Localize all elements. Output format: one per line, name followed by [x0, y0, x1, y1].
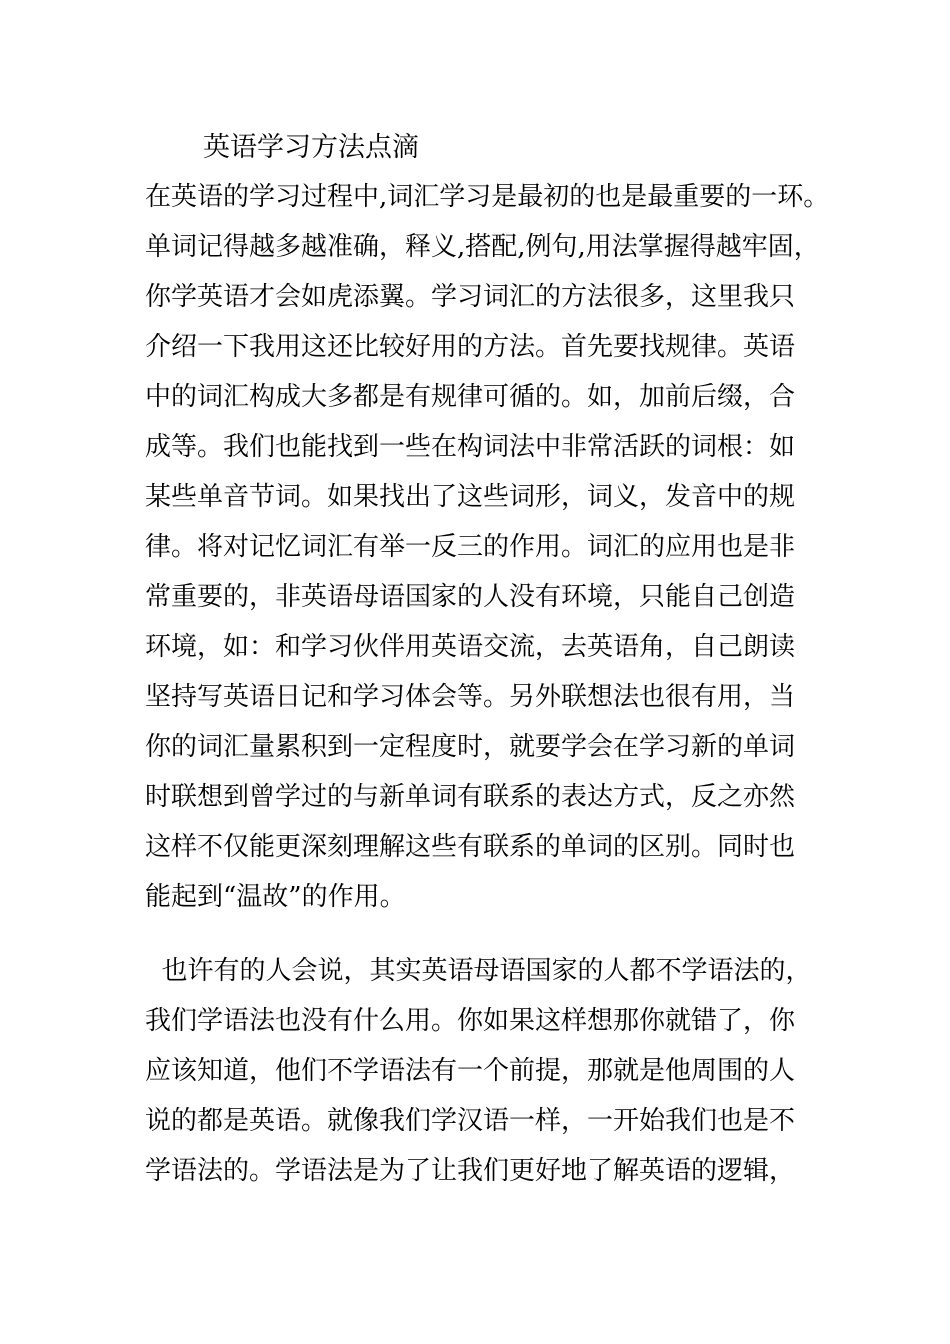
text-line: 这样不仅能更深刻理解这些有联系的单词的区别。同时也 — [145, 832, 796, 862]
text-line: 介绍一下我用这还比较好用的方法。首先要找规律。英语 — [145, 332, 796, 362]
text-line: 环境，如：和学习伙伴用英语交流，去英语角，自己朗读 — [145, 632, 796, 662]
text-line: 你学英语才会如虎添翼。学习词汇的方法很多，这里我只 — [145, 282, 796, 312]
text-line: 应该知道，他们不学语法有一个前提，那就是他周围的人 — [145, 1056, 796, 1086]
text-line: 也许有的人会说，其实英语母语国家的人都不学语法的， — [145, 956, 812, 986]
text-line: 成等。我们也能找到一些在构词法中非常活跃的词根：如 — [145, 432, 796, 462]
text-line: 我们学语法也没有什么用。你如果这样想那你就错了，你 — [145, 1006, 796, 1036]
text-line: 在英语的学习过程中,词汇学习是最初的也是最重要的一环。 — [145, 182, 830, 212]
text-line: 中的词汇构成大多都是有规律可循的。如，加前后缀，合 — [145, 382, 796, 412]
paragraph-vocabulary — [145, 172, 830, 922]
document-title: 英语学习方法点滴 — [203, 132, 419, 163]
text-line: 你的词汇量累积到一定程度时，就要学会在学习新的单词 — [145, 732, 796, 762]
text-line: 学语法的。学语法是为了让我们更好地了解英语的逻辑， — [145, 1156, 796, 1186]
text-line: 坚持写英语日记和学习体会等。另外联想法也很有用，当 — [145, 682, 796, 712]
text-line: 律。将对记忆词汇有举一反三的作用。词汇的应用也是非 — [145, 532, 796, 562]
text-line: 时联想到曾学过的与新单词有联系的表达方式，反之亦然 — [145, 782, 796, 812]
text-line: 单词记得越多越准确，释义,搭配,例句,用法掌握得越牢固， — [145, 232, 820, 262]
text-line: 常重要的，非英语母语国家的人没有环境，只能自己创造 — [145, 582, 796, 612]
paragraph-grammar — [145, 946, 825, 1196]
text-line: 能起到“温故”的作用。 — [145, 882, 406, 912]
text-line: 说的都是英语。就像我们学汉语一样，一开始我们也是不 — [145, 1106, 796, 1136]
text-line: 某些单音节词。如果找出了这些词形，词义，发音中的规 — [145, 482, 796, 512]
